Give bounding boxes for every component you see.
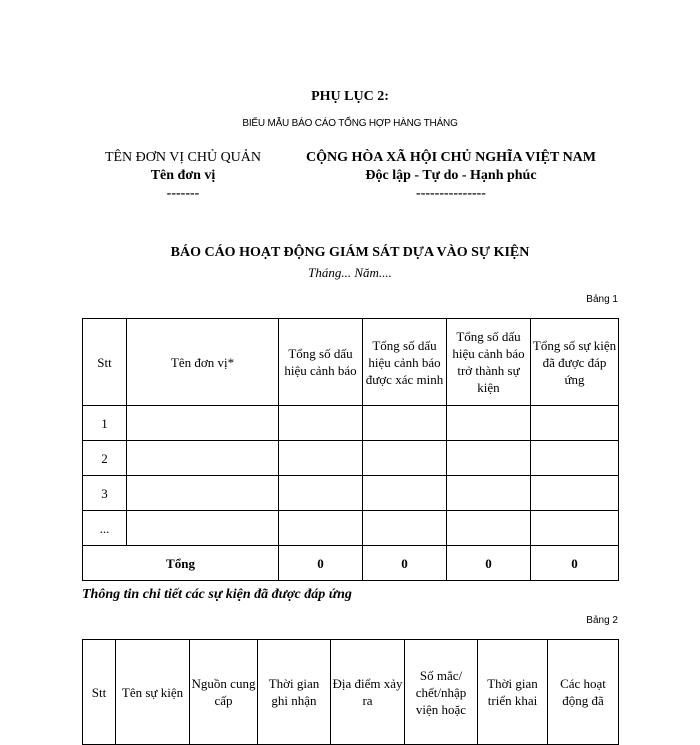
table2-header-deploy-time: Thời gian triển khai bbox=[478, 640, 548, 745]
cell[interactable] bbox=[127, 406, 279, 441]
cell[interactable] bbox=[447, 511, 531, 546]
cell[interactable] bbox=[447, 441, 531, 476]
table1-header-verified: Tổng số dấu hiệu cảnh báo được xác minh bbox=[363, 319, 447, 406]
table-row bbox=[83, 476, 619, 511]
nation-name: CỘNG HÒA XÃ HỘI CHỦ NGHĨA VIỆT NAM bbox=[305, 150, 596, 165]
table-row bbox=[83, 441, 619, 476]
table2-header-location: Địa điểm xảy ra bbox=[331, 640, 405, 745]
table2-detail bbox=[82, 639, 619, 745]
cell[interactable] bbox=[279, 511, 363, 546]
table2-label: Bảng 2 bbox=[586, 615, 618, 626]
cell[interactable] bbox=[447, 476, 531, 511]
detail-heading: Thông tin chi tiết các sự kiện đã được đáp ứng bbox=[82, 587, 352, 602]
total-label: Tổng bbox=[83, 546, 279, 581]
total-events: 0 bbox=[447, 546, 531, 581]
row-stt: 1 bbox=[83, 406, 127, 441]
table1-header-responded: Tổng số sự kiện đã được đáp ứng bbox=[531, 319, 619, 406]
cell[interactable] bbox=[127, 441, 279, 476]
table1-header-unit: Tên đơn vị* bbox=[127, 319, 279, 406]
parent-agency: TÊN ĐƠN VỊ CHỦ QUẢN bbox=[104, 150, 262, 165]
table1-header-alerts: Tổng số dấu hiệu cảnh báo bbox=[279, 319, 363, 406]
table-row bbox=[83, 511, 619, 546]
total-responded: 0 bbox=[531, 546, 619, 581]
cell[interactable] bbox=[447, 406, 531, 441]
total-row bbox=[83, 546, 619, 581]
cell[interactable] bbox=[363, 511, 447, 546]
table2-header-source: Nguồn cung cấp bbox=[190, 640, 258, 745]
table1-label: Bảng 1 bbox=[586, 294, 618, 305]
row-stt: 2 bbox=[83, 441, 127, 476]
cell[interactable] bbox=[279, 406, 363, 441]
total-verified: 0 bbox=[363, 546, 447, 581]
org-block bbox=[83, 149, 283, 203]
table2-header-event-name: Tên sự kiện bbox=[116, 640, 190, 745]
table1-header-events: Tổng số dấu hiệu cảnh báo trở thành sự kiện bbox=[447, 319, 531, 406]
row-stt: ... bbox=[83, 511, 127, 546]
cell[interactable] bbox=[531, 441, 619, 476]
cell[interactable] bbox=[279, 476, 363, 511]
report-period: Tháng... Năm.... bbox=[308, 265, 392, 280]
appendix-title: PHỤ LỤC 2: bbox=[311, 89, 389, 104]
cell[interactable] bbox=[363, 406, 447, 441]
cell[interactable] bbox=[531, 511, 619, 546]
table1-header-stt: Stt bbox=[83, 319, 127, 406]
cell[interactable] bbox=[127, 511, 279, 546]
table2-header-activities: Các hoạt động đã bbox=[548, 640, 619, 745]
cell[interactable] bbox=[279, 441, 363, 476]
table2-header-cases: Số mắc/ chết/nhập viện hoặc bbox=[405, 640, 478, 745]
cell[interactable] bbox=[363, 441, 447, 476]
table2-header-recorded-time: Thời gian ghi nhận bbox=[258, 640, 331, 745]
nation-motto: Độc lập - Tự do - Hạnh phúc bbox=[365, 168, 537, 183]
table1-summary bbox=[82, 318, 619, 581]
total-alerts: 0 bbox=[279, 546, 363, 581]
unit-name: Tên đơn vị bbox=[150, 168, 216, 183]
cell[interactable] bbox=[127, 476, 279, 511]
cell[interactable] bbox=[531, 476, 619, 511]
row-stt: 3 bbox=[83, 476, 127, 511]
cell[interactable] bbox=[531, 406, 619, 441]
report-title: BÁO CÁO HOẠT ĐỘNG GIÁM SÁT DỰA VÀO SỰ KIỆN bbox=[170, 245, 530, 260]
org-divider: ------- bbox=[166, 186, 200, 201]
table-row bbox=[83, 406, 619, 441]
table2-header-stt: Stt bbox=[83, 640, 116, 745]
nation-divider: --------------- bbox=[416, 186, 486, 201]
form-subtitle: BIỂU MẪU BÁO CÁO TỔNG HỢP HÀNG THÁNG bbox=[242, 118, 458, 129]
cell[interactable] bbox=[363, 476, 447, 511]
nation-block bbox=[290, 149, 612, 203]
